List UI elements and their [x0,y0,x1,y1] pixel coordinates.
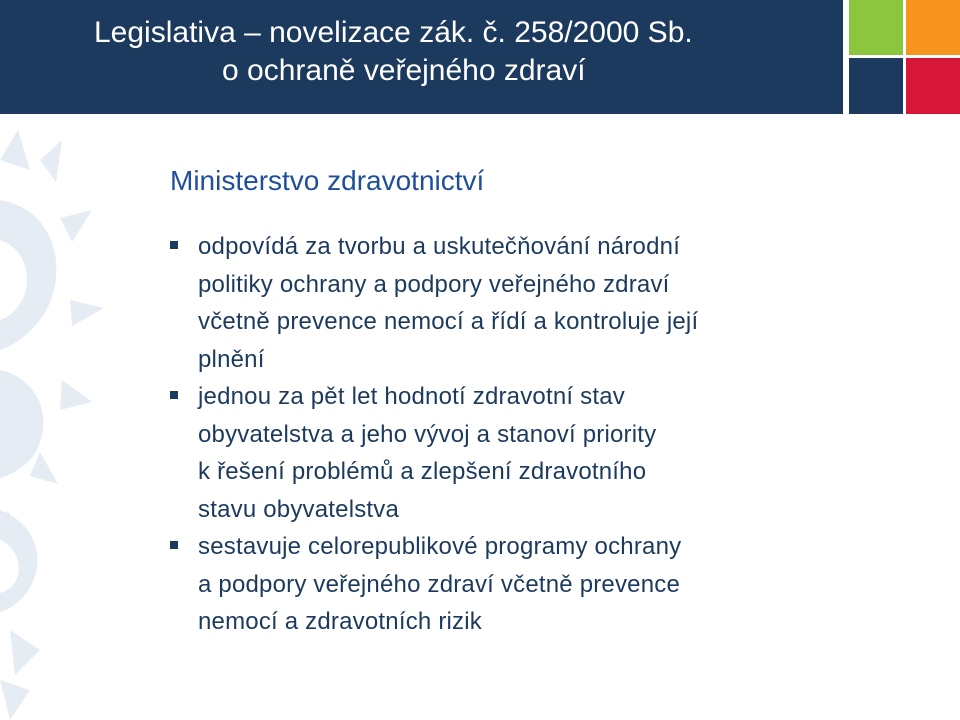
bullet-line: k řešení problémů a zlepšení zdravotního [198,458,647,485]
bullet-item [168,378,808,528]
bullet-line: včetně prevence nemocí a řídí a kontroluje její [198,308,699,335]
bullet-line: a podpory veřejného zdraví včetně prevence [198,570,681,598]
decorative-block-green [849,0,903,55]
bullet-line: odpovídá za tvorbu a uskutečňování národní [198,233,681,260]
section-heading: Ministerstvo zdravotnictví [170,165,485,196]
bullet-item [168,528,808,641]
bullet-line: nemocí a zdravotních rizik [198,608,482,635]
bullet-line: plnění [198,345,265,373]
slide-title [0,14,843,90]
bullet-line: stavu obyvatelstva [198,495,400,523]
bullet-line: jednou za pět let hodnotí zdravotní stav [198,383,625,410]
decorative-block-navy [849,58,903,114]
bullet-line: politiky ochrany a podpory veřejného zdraví [198,270,670,298]
slide-title-line-1: Legislativa – novelizace zák. č. 258/2000 Sb. [94,16,693,49]
bullet-item [168,228,808,378]
square-bullet-icon [170,541,178,549]
bullet-list [168,228,808,641]
header-bar [0,0,843,114]
sun-decoration-icon [0,130,160,720]
decorative-block-red [906,58,960,114]
bullet-line: sestavuje celorepublikové programy ochrany [198,533,682,560]
square-bullet-icon [170,241,178,249]
decorative-block-orange [906,0,960,55]
bullet-line: obyvatelstva a jeho vývoj a stanoví priority [198,420,657,448]
slide-title-line-2: o ochraně veřejného zdraví [222,54,586,87]
square-bullet-icon [170,391,178,399]
